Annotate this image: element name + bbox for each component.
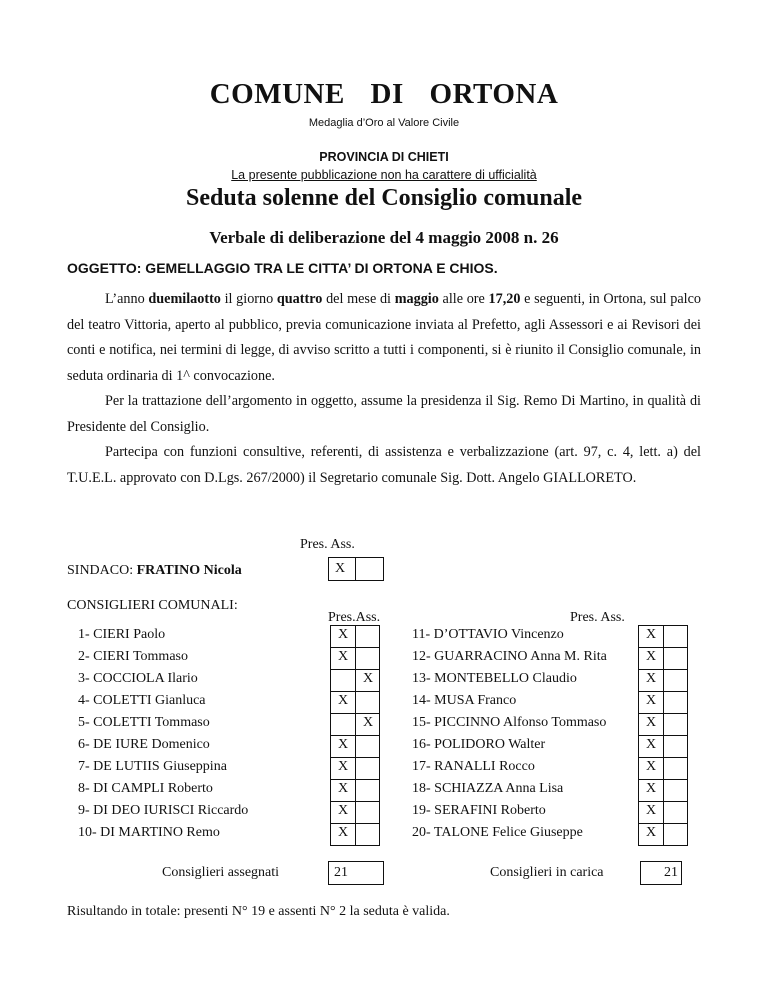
attendance-box-divider <box>663 801 664 824</box>
intro-paragraph-3: Partecipa con funzioni consultive, referenti, di assistenza e verbalizzazione (art. 97, c. 4, lett. a) del T.U.E.L. approvato con D.Lgs. 267/2000) il Segretario comunale Sig. Dott. Angelo GIALLORETO. <box>67 444 701 486</box>
pres-mark: X <box>645 693 657 708</box>
pres-mark: X <box>645 649 657 664</box>
pres-mark: X <box>645 781 657 796</box>
comune-title: COMUNE DI ORTONA <box>209 78 559 110</box>
pres-ass-header: Pres. Ass. <box>300 537 355 552</box>
assegnati-value: 21 <box>334 865 348 880</box>
attendance-box-divider <box>355 735 356 758</box>
councillor-name: 5- COLETTI Tommaso <box>78 715 210 730</box>
councillor-name: 18- SCHIAZZA Anna Lisa <box>412 781 564 796</box>
in-carica-label: Consiglieri in carica <box>490 865 604 880</box>
sindaco-row: SINDACO: FRATINO Nicola <box>67 563 242 578</box>
councillor-name: 12- GUARRACINO Anna M. Rita <box>412 649 607 664</box>
summary-line: Risultando in totale: presenti N° 19 e assenti N° 2 la seduta è valida. <box>67 904 450 919</box>
attendance-box-divider <box>355 801 356 824</box>
in-carica-value: 21 <box>664 865 678 880</box>
attendance-box-divider <box>663 735 664 758</box>
session-title: Seduta solenne del Consiglio comunale <box>185 185 583 211</box>
councillor-name: 6- DE IURE Domenico <box>78 737 210 752</box>
attendance-box-divider <box>663 779 664 802</box>
councillor-name: 17- RANALLI Rocco <box>412 759 535 774</box>
sindaco-pres-mark: X <box>334 561 346 576</box>
consiglieri-label: CONSIGLIERI COMUNALI: <box>67 598 238 613</box>
attendance-box-divider <box>663 757 664 780</box>
councillor-name: 1- CIERI Paolo <box>78 627 166 642</box>
councillor-name: 10- DI MARTINO Remo <box>78 825 220 840</box>
ass-mark: X <box>362 715 374 730</box>
councillor-name: 13- MONTEBELLO Claudio <box>412 671 577 686</box>
councillor-name: 20- TALONE Felice Giuseppe <box>412 825 583 840</box>
councillor-name: 4- COLETTI Gianluca <box>78 693 206 708</box>
councillor-name: 15- PICCINNO Alfonso Tommaso <box>412 715 607 730</box>
intro-paragraph-1: L’anno duemilaotto il giorno quattro del mese di maggio alle ore 17,20 e seguenti, in Ortona, sul palco del teatro Vittoria, aperto al pubblico, previa comunicazione inviata al Prefetto, agli Assessori e ai Revisori dei conti e notifica, nei termini di legge, di avviso scritto a tutti i componenti, si è riunito il Consiglio comunale, in seduta ordinaria di 1^ convocazione. <box>67 291 701 384</box>
attendance-box-divider <box>355 757 356 780</box>
pres-mark: X <box>337 693 349 708</box>
attendance-box-divider <box>663 691 664 714</box>
councillor-name: 16- POLIDORO Walter <box>412 737 546 752</box>
pres-mark: X <box>337 781 349 796</box>
attendance-box-divider <box>355 779 356 802</box>
councillor-name: 2- CIERI Tommaso <box>78 649 188 664</box>
pres-mark: X <box>645 825 657 840</box>
provincia-label: PROVINCIA DI CHIETI <box>319 150 449 164</box>
oggetto-line: OGGETTO: GEMELLAGGIO TRA LE CITTA’ DI ORTONA E CHIOS. <box>67 260 498 276</box>
intro-text <box>67 287 701 491</box>
pres-mark: X <box>645 759 657 774</box>
pres-mark: X <box>337 627 349 642</box>
pres-mark: X <box>645 803 657 818</box>
verbale-heading: Verbale di deliberazione del 4 maggio 2008 n. 26 <box>209 228 559 247</box>
pres-mark: X <box>645 715 657 730</box>
pres-mark: X <box>645 627 657 642</box>
attendance-box-divider <box>663 625 664 648</box>
attendance-box-divider <box>355 625 356 648</box>
pres-mark: X <box>337 759 349 774</box>
pres-ass-header-left: Pres.Ass. <box>328 610 381 625</box>
ass-mark: X <box>362 671 374 686</box>
councillor-name: 19- SERAFINI Roberto <box>412 803 546 818</box>
councillor-name: 8- DI CAMPLI Roberto <box>78 781 213 796</box>
attendance-box-divider <box>355 691 356 714</box>
pres-mark: X <box>337 737 349 752</box>
attendance-box-divider <box>355 713 356 736</box>
councillor-name: 11- D’OTTAVIO Vincenzo <box>412 627 564 642</box>
pres-mark: X <box>645 737 657 752</box>
pres-mark: X <box>337 825 349 840</box>
intro-paragraph-2: Per la trattazione dell’argomento in oggetto, assume la presidenza il Sig. Remo Di Martino, in qualità di Presidente del Consiglio. <box>67 393 701 435</box>
councillor-name: 3- COCCIOLA Ilario <box>78 671 198 686</box>
pres-mark: X <box>337 649 349 664</box>
disclaimer: La presente pubblicazione non ha carattere di ufficialità <box>231 168 537 182</box>
councillor-name: 14- MUSA Franco <box>412 693 517 708</box>
pres-mark: X <box>337 803 349 818</box>
councillor-name: 7- DE LUTIIS Giuseppina <box>78 759 227 774</box>
attendance-box-divider <box>355 669 356 692</box>
assegnati-label: Consiglieri assegnati <box>162 865 280 880</box>
pres-ass-header-right: Pres. Ass. <box>570 610 625 625</box>
attendance-box-divider <box>663 823 664 846</box>
councillor-name: 9- DI DEO IURISCI Riccardo <box>78 803 249 818</box>
attendance-box-divider <box>663 713 664 736</box>
attendance-box-divider <box>663 647 664 670</box>
attendance-box-divider <box>355 647 356 670</box>
sindaco-box-divider <box>355 557 356 581</box>
attendance-box-divider <box>355 823 356 846</box>
medaglia-subtitle: Medaglia d’Oro al Valore Civile <box>308 117 460 129</box>
attendance-box-divider <box>663 669 664 692</box>
pres-mark: X <box>645 671 657 686</box>
